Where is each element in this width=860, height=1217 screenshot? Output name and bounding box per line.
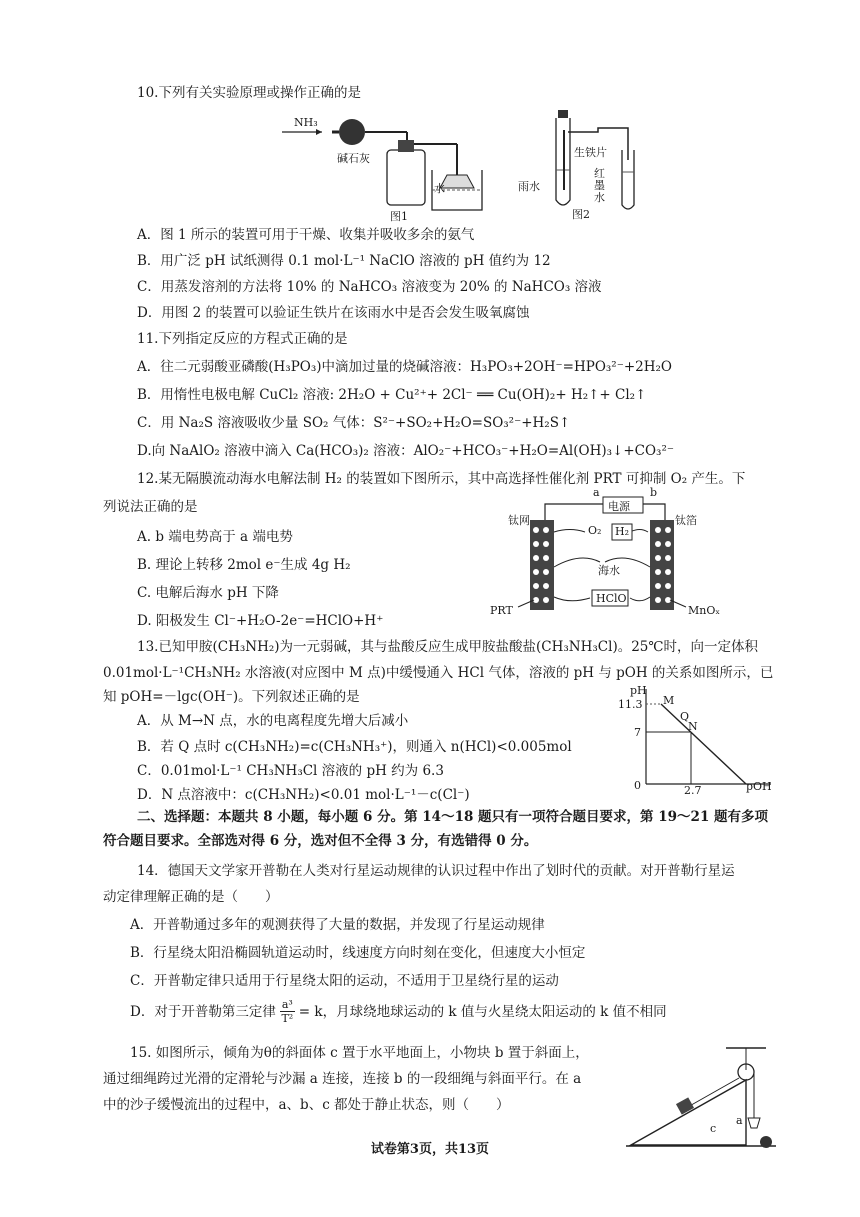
point-m: M [663, 694, 675, 707]
kepler-fraction [280, 998, 295, 1025]
q11-option-c: C．用 Na₂S 溶液吸收少量 SO₂ 气体：S²⁻+SO₂+H₂O=SO₃²⁻+H₂S↑ [137, 415, 571, 431]
q12-option-c: C. 电解后海水 pH 下降 [137, 585, 279, 601]
hourglass-a-label: a [736, 1114, 743, 1127]
timesh-label: 钛网 [508, 514, 530, 527]
origin-0: 0 [634, 779, 641, 792]
fraction-denominator: T² [281, 1012, 294, 1025]
q13-option-b: B．若 Q 点时 c(CH₃NH₂)=c(CH₃NH₃⁺)，则通入 n(HCl)<0.005mol [137, 739, 572, 755]
water-label: 水 [434, 182, 445, 195]
q10-option-d: D．用图 2 的装置可以验证生铁片在该雨水中是否会发生吸氧腐蚀 [137, 305, 530, 321]
page-footer: 试卷第3页，共13页 [370, 1142, 490, 1157]
fig2-caption: 图2 [572, 208, 590, 221]
q14-stem-line1: 14．德国天文学家开普勒在人类对行星运动规律的认识过程中作出了划时代的贡献。对开普勒行星运 [137, 863, 735, 879]
block-c-label: c [710, 1122, 717, 1135]
nh3-label: NH₃ [294, 116, 318, 129]
q15-stem-line3: 中的沙子缓慢流出的过程中，a、b、c 都处于静止状态，则（ ） [103, 1097, 510, 1113]
q12-option-a: A. b 端电势高于 a 端电势 [137, 529, 293, 545]
q14-option-a: A．开普勒通过多年的观测获得了大量的数据，并发现了行星运动规律 [130, 917, 545, 933]
prt-label: PRT [490, 604, 513, 617]
q14-option-c: C．开普勒定律只适用于行星绕太阳的运动，不适用于卫星绕行星的运动 [130, 973, 559, 989]
tibo-label: 钛箔 [675, 514, 697, 527]
power-label: 电源 [608, 500, 630, 513]
q14-option-d-suffix: = k，月球绕地球运动的 k 值与火星绕太阳运动的 k 值不相同 [298, 1003, 667, 1020]
q13-stem-line3: 知 pOH=－lgc(OH⁻)。下列叙述正确的是 [103, 689, 360, 705]
q13-stem-line1: 13.已知甲胺(CH₃NH₂)为一元弱碱，其与盐酸反应生成甲胺盐酸盐(CH₃NH₃Cl)。25℃时，向一定体积 [137, 639, 758, 655]
q11-option-b: B．用惰性电极电解 CuCl₂ 溶液: 2H₂O + Cu²⁺+ 2Cl⁻ ══ Cu(OH)₂+ H₂↑+ Cl₂↑ [137, 387, 647, 403]
q15-stem-line1: 15. 如图所示，倾角为θ的斜面体 c 置于水平地面上，小物块 b 置于斜面上， [130, 1045, 589, 1061]
shengtiepian-label: 生铁片 [574, 146, 607, 159]
q12-stem-line1: 12.某无隔膜流动海水电解法制 H₂ 的装置如下图所示，其中高选择性催化剂 PRT 可抑制 O₂ 产生。下 [137, 471, 746, 487]
q14-option-b: B．行星绕太阳沿椭圆轨道运动时，线速度方向时刻在变化，但速度大小恒定 [130, 945, 586, 961]
q10-option-c: C．用蒸发溶剂的方法将 10% 的 NaHCO₃ 溶液变为 20% 的 NaHCO₃ 溶液 [137, 279, 602, 295]
section2-line1: 二、选择题：本题共 8 小题，每小题 6 分。第 14～18 题只有一项符合题目要求，第 19～21 题有多项 [137, 809, 769, 825]
q10-option-a: A．图 1 所示的装置可用于干燥、收集并吸收多余的氨气 [137, 227, 475, 243]
hclo-label: HClO [596, 592, 627, 605]
q13-option-a: A．从 M→N 点，水的电离程度先增大后减小 [137, 713, 409, 729]
h2-label: H₂ [615, 525, 630, 538]
q12-electrolysis-figure [490, 486, 730, 622]
q15-stem-line2: 通过细绳跨过光滑的定滑轮与沙漏 a 连接，连接 b 的一段细绳与斜面平行。在 a [103, 1071, 582, 1087]
poh-axis-label: pOH [746, 780, 772, 793]
q10-stem: 10.下列有关实验原理或操作正确的是 [137, 85, 361, 101]
q14-option-d-prefix: D．对于开普勒第三定律 [130, 1003, 276, 1020]
q10-option-b: B．用广泛 pH 试纸测得 0.1 mol·L⁻¹ NaClO 溶液的 pH 值约为 12 [137, 253, 551, 269]
point-n: N [688, 720, 698, 733]
q13-option-d: D．N 点溶液中：c(CH₃NH₂)<0.01 mol·L⁻¹－c(Cl⁻) [137, 787, 470, 803]
q11-stem: 11.下列指定反应的方程式正确的是 [137, 331, 348, 347]
q12-stem-line2: 列说法正确的是 [103, 499, 198, 515]
q10-figure-2 [518, 110, 648, 221]
fraction-numerator: a³ [281, 998, 293, 1011]
jianshihui-label: 碱石灰 [337, 152, 370, 165]
seawater-label: 海水 [598, 564, 620, 577]
hongmoshui-label: 红墨水 [594, 167, 605, 204]
q11-option-d: D.向 NaAlO₂ 溶液中滴入 Ca(HCO₃)₂ 溶液：AlO₂⁻+HCO₃⁻+H₂O=Al(OH)₃↓+CO₃²⁻ [137, 443, 675, 459]
fig1-caption: 图1 [390, 210, 408, 223]
q14-stem-line2: 动定律理解正确的是（ ） [103, 889, 279, 905]
q13-stem-line2: 0.01mol·L⁻¹CH₃NH₂ 水溶液(对应图中 M 点)中缓慢通入 HCl 气体，溶液的 pH 与 pOH 的关系如图所示，已 [103, 665, 774, 681]
terminal-b: b [650, 486, 658, 499]
tick-11-3: 11.3 [618, 698, 643, 711]
yushui-label: 雨水 [518, 180, 540, 193]
q10-figure-1 [282, 110, 512, 223]
q14-option-d [130, 998, 667, 1025]
q13-ph-poh-graph [618, 684, 776, 797]
tick-7: 7 [634, 726, 641, 739]
ph-axis-label: pH [630, 684, 647, 697]
q12-option-b: B. 理论上转移 2mol e⁻生成 4g H₂ [137, 557, 351, 573]
tick-2-7: 2.7 [684, 784, 702, 797]
q13-option-c: C．0.01mol·L⁻¹ CH₃NH₃Cl 溶液的 pH 约为 6.3 [137, 763, 444, 779]
section2-line2: 符合题目要求。全部选对得 6 分，选对但不全得 3 分，有选错得 0 分。 [103, 833, 538, 849]
point-q: Q [680, 710, 690, 723]
terminal-a: a [593, 486, 600, 499]
q12-option-d: D. 阳极发生 Cl⁻+H₂O-2e⁻=HClO+H⁺ [137, 613, 384, 629]
mnox-label: MnOₓ [688, 604, 721, 617]
o2-label: O₂ [588, 524, 602, 537]
q11-option-a: A．往二元弱酸亚磷酸(H₃PO₃)中滴加过量的烧碱溶液：H₃PO₃+2OH⁻=HPO₃²⁻+2H₂O [137, 359, 672, 375]
